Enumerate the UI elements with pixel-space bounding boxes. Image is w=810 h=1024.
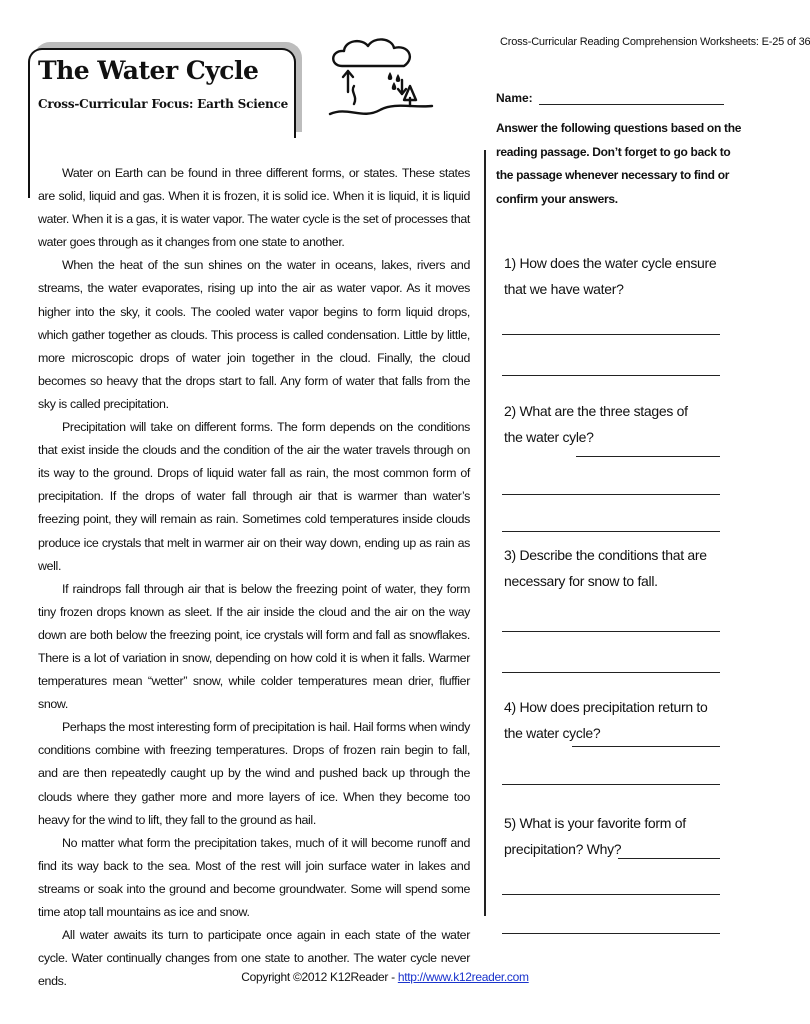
answer-line[interactable] (502, 784, 720, 785)
passage-paragraph: When the heat of the sun shines on the water in oceans, lakes, rivers and streams, the water evaporates, rising up into the air as water vapor. As it moves higher into the sky, it cools. The cooled water vapor begins to form liquid drops, which gather together as clouds. This process is called condensation. Little by little, more microscopic drops of water join together in the cloud. Finally, the cloud becomes so heavy that the drops start to fall. Any form of water that falls from the sky is called precipitation. (38, 258, 470, 411)
page-title: The Water Cycle (38, 56, 259, 85)
instructions: Answer the following questions based on the reading passage. Don’t forget to go back to the passage whenever necessary to find or confirm your answers. (496, 121, 742, 206)
passage-paragraph: Perhaps the most interesting form of precipitation is hail. Hail forms when windy conditions combine with freezing temperatures. Drops of frozen rain begin to fall, and are then repeatedly caught up by the wind and pushed back up through the clouds where they gather more and more layers of ice. When they become too heavy for the wind to lift, they fall to the ground as hail. (38, 720, 470, 827)
water-cycle-cloud-rain-icon (328, 36, 436, 126)
question-5: 5) What is your favorite form of precipitation? Why? (504, 815, 686, 857)
passage-paragraph: No matter what form the precipitation takes, much of it will become runoff and find its way back to the sea. Most of the rest will join surface water in lakes and streams or soak into the ground and become groundwater. Some will spend some time atop tall mountains as ice and snow. (38, 835, 470, 919)
question-4: 4) How does precipitation return to the water cycle? (504, 699, 708, 741)
worksheet-reference: Cross-Curricular Reading Comprehension Worksheets: E-25 of 36 (500, 36, 810, 48)
question-2-text: 2) What are the three stages of the water cyle? (504, 403, 688, 445)
footer-link[interactable]: http://www.k12reader.com (397, 970, 529, 984)
name-field[interactable] (539, 90, 724, 105)
answer-line[interactable] (502, 334, 720, 335)
column-divider (484, 150, 486, 916)
answer-line[interactable] (572, 746, 720, 747)
question-1: 1) How does the water cycle ensure that we have water? (504, 255, 717, 297)
answer-line[interactable] (502, 375, 720, 376)
answer-line[interactable] (502, 933, 720, 934)
reading-passage (38, 162, 470, 993)
answer-line[interactable] (502, 531, 720, 532)
footer-copyright: Copyright ©2012 K12Reader - (241, 970, 398, 984)
passage-paragraph: All water awaits its turn to participate once again in each state of the water cycle. Water continually changes from one state to another. The water cycle never ends. (38, 928, 470, 989)
question-2 (504, 398, 709, 450)
answer-line[interactable] (502, 894, 720, 895)
answer-line[interactable] (502, 631, 720, 632)
name-row (496, 90, 724, 105)
answer-line[interactable] (618, 858, 720, 859)
passage-paragraph: If raindrops fall through air that is below the freezing point of water, they form tiny frozen drops known as sleet. If the air inside the cloud and the air on the way down are both below the freezing point, ice crystals will form and fall as snowflakes. There is a lot of variation in snow, depending on how cold it is when it falls. Warmer temperatures mean “wetter” snow, while colder temperatures mean drier, fluffier snow. (38, 581, 470, 712)
page-subtitle: Cross-Curricular Focus: Earth Science (38, 97, 289, 111)
title-tab-border (28, 138, 30, 198)
name-label: Name: (496, 91, 533, 105)
footer (0, 970, 770, 984)
answer-line[interactable] (502, 672, 720, 673)
answer-line[interactable] (576, 456, 720, 457)
passage-paragraph: Water on Earth can be found in three different forms, or states. These states are solid, liquid and gas. When it is frozen, it is solid ice. When it is liquid, it is liquid water. When it is a gas, it is water vapor. The water cycle is the set of processes that water goes through as it changes from one state to another. (38, 166, 470, 250)
passage-paragraph: Precipitation will take on different forms. The form depends on the conditions that exist inside the clouds and the condition of the air the water travels through on its way to the ground. Drops of liquid water fall as rain, the most common form of precipitation. If the drops of water fall through air that is warmer than water’s freezing point, they will remain as rain. Sometimes cold temperatures inside clouds produce ice crystals that melt in warmer air on their way down, ending up as rain as well. (38, 420, 470, 573)
answer-line[interactable] (502, 494, 720, 495)
question-3: 3) Describe the conditions that are necessary for snow to fall. (504, 547, 707, 589)
